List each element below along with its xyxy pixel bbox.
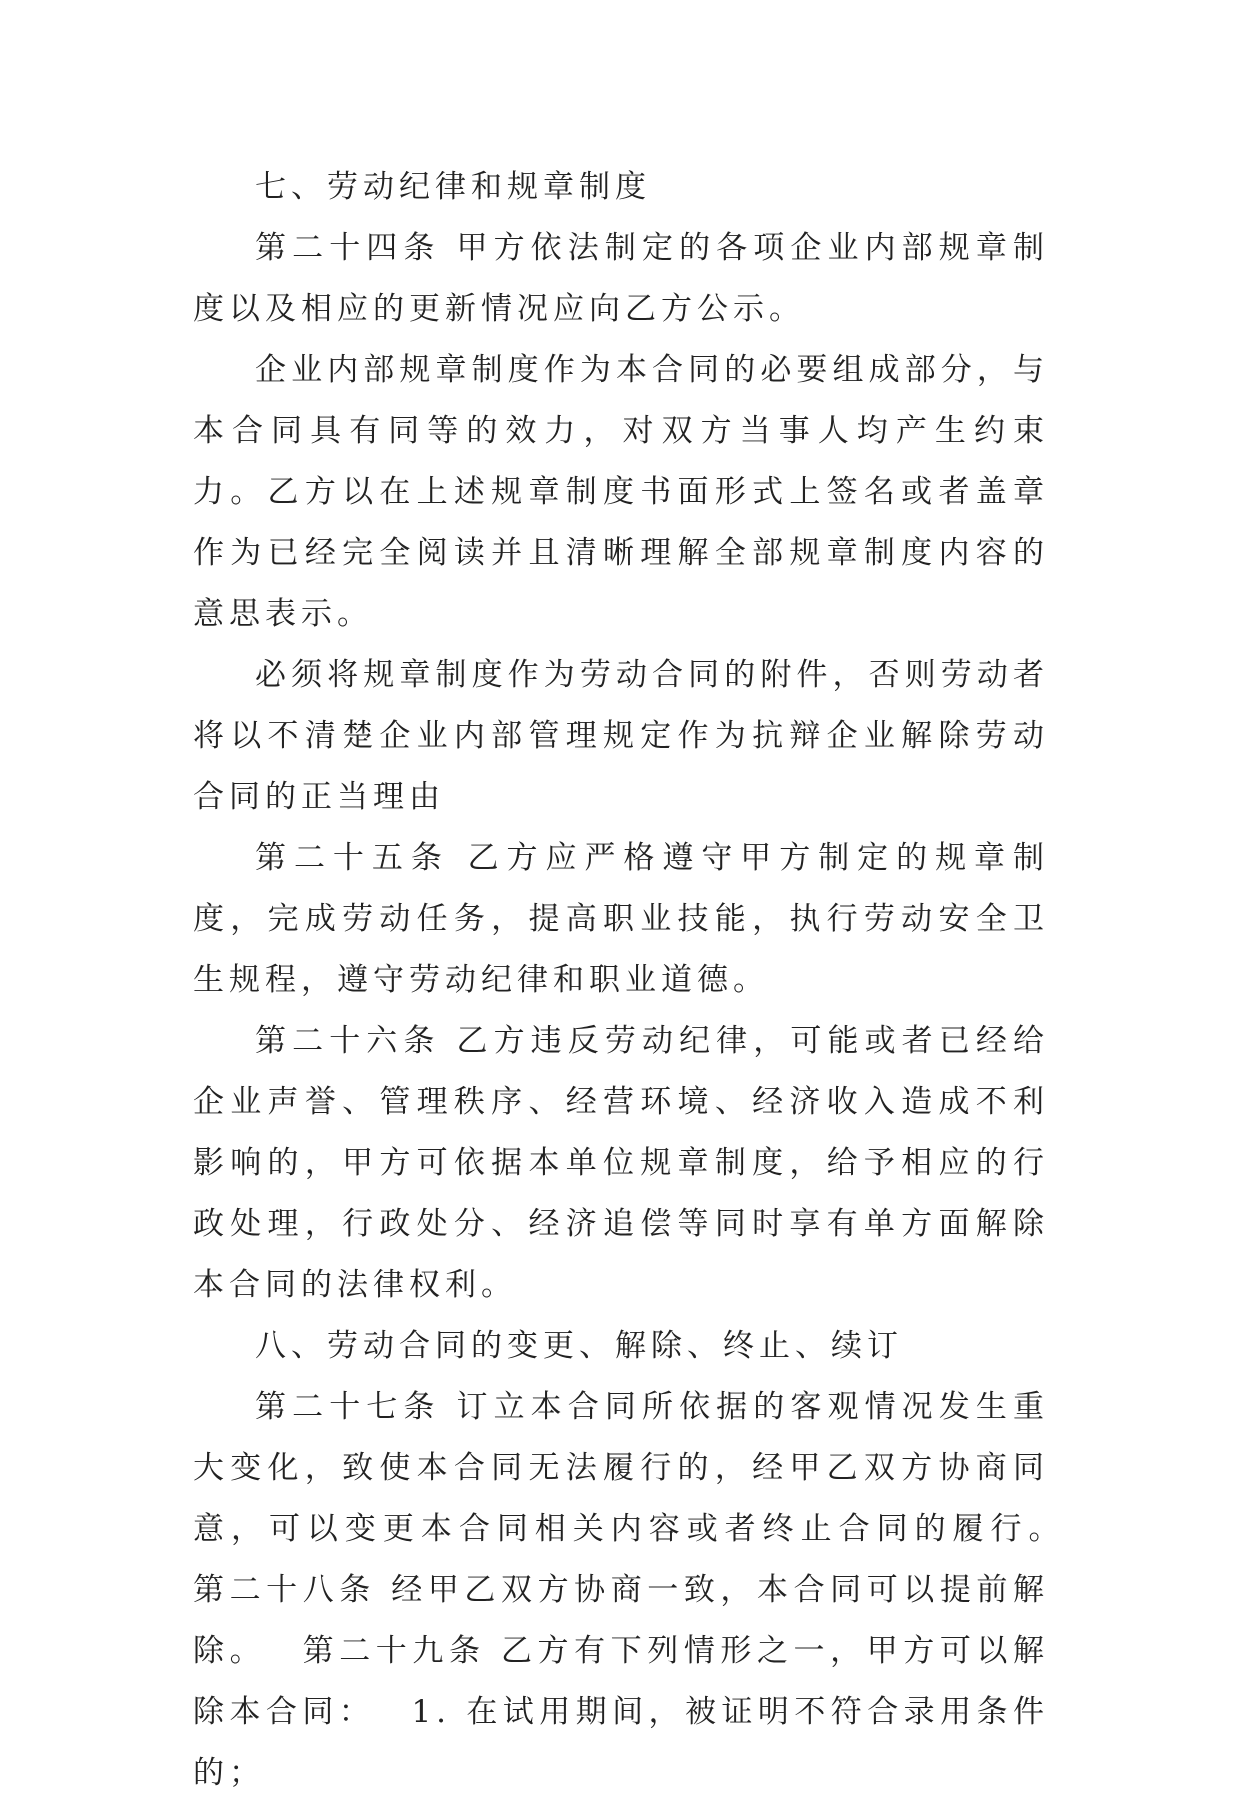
section-heading-contract-changes: 八、劳动合同的变更、解除、终止、续订: [255, 1328, 903, 1364]
article-25-paragraph: 第二十五条 乙方应严格遵守甲方制定的规章制度，完成劳动任务，提高职业技能，执行劳动安全卫生规程，遵守劳动纪律和职业道德。: [193, 840, 1049, 998]
article-24-paragraph: 第二十四条 甲方依法制定的各项企业内部规章制度以及相应的更新情况应向乙方公示。: [193, 230, 1049, 327]
section-heading-labor-discipline: 七、劳动纪律和规章制度: [255, 169, 651, 205]
articles-27-29-paragraph: 第二十七条 订立本合同所依据的客观情况发生重大变化，致使本合同无法履行的，经甲乙双方协商同意，可以变更本合同相关内容或者终止合同的履行。 第二十八条 经甲乙双方协商一致，本合同可以提前解除。 第二十九条 乙方有下列情形之一，甲方可以解除本合同： 1. 在试用期间，被证明不符合录用条件的；: [193, 1389, 1100, 1791]
rules-attachment-paragraph: 必须将规章制度作为劳动合同的附件，否则劳动者将以不清楚企业内部管理规定作为抗辩企业解除劳动合同的正当理由: [193, 657, 1049, 815]
rules-binding-paragraph: 企业内部规章制度作为本合同的必要组成部分，与本合同具有同等的效力，对双方当事人均产生约束力。乙方以在上述规章制度书面形式上签名或者盖章作为已经完全阅读并且清晰理解全部规章制度内容的意思表示。: [193, 352, 1049, 632]
article-26-paragraph: 第二十六条 乙方违反劳动纪律，可能或者已经给企业声誉、管理秩序、经营环境、经济收入造成不利影响的，甲方可依据本单位规章制度，给予相应的行政处理，行政处分、经济追偿等同时享有单方面解除本合同的法律权利。: [193, 1023, 1049, 1303]
document-body: [193, 157, 1100, 1804]
